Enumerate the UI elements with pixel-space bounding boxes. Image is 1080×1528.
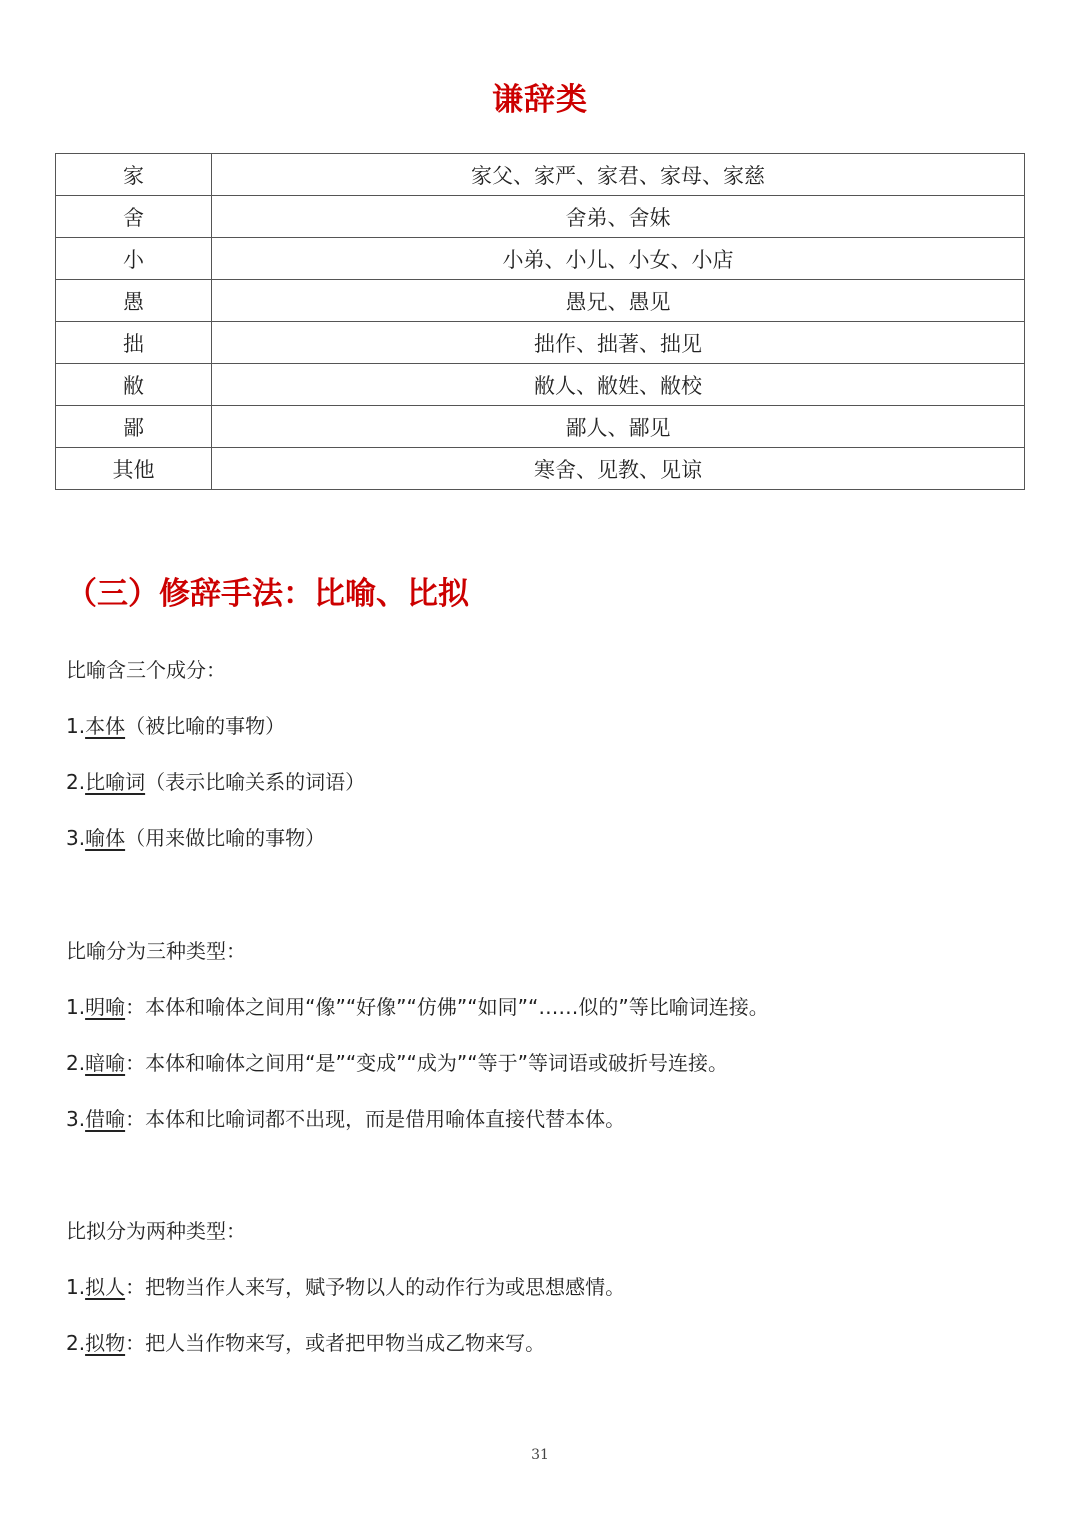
- item-description: ：本体和喻体之间用“是”“变成”“成为”“等于”等词语或破折号连接。: [125, 1051, 728, 1075]
- list-item: [66, 991, 769, 1020]
- metaphor-types-heading: 比喻分为三种类型：: [66, 939, 246, 963]
- table-row: [56, 154, 1025, 196]
- section-title: （三）修辞手法：比喻、比拟: [66, 576, 469, 612]
- item-term: 暗喻: [85, 1051, 126, 1075]
- table-row: [56, 448, 1025, 490]
- list-item: [66, 710, 285, 739]
- item-term: 拟人: [85, 1275, 126, 1299]
- table-words-cell: 愚兄、愚见: [212, 280, 1025, 322]
- table-words-cell: 家父、家严、家君、家母、家慈: [212, 154, 1025, 196]
- list-item: [66, 822, 325, 851]
- table-words-cell: 鄙人、鄙见: [212, 406, 1025, 448]
- metaphor-parts-heading: 比喻含三个成分：: [66, 658, 226, 682]
- item-number: 1.: [66, 995, 86, 1019]
- item-description: ：本体和比喻词都不出现，而是借用喻体直接代替本体。: [125, 1107, 626, 1131]
- list-item: [66, 1327, 545, 1356]
- table-row: [56, 322, 1025, 364]
- analogy-types-heading: 比拟分为两种类型：: [66, 1219, 246, 1243]
- item-description: （用来做比喻的事物）: [125, 826, 326, 850]
- humble-words-table: [55, 153, 1025, 490]
- table-key-cell: 舍: [56, 196, 212, 238]
- item-number: 2.: [66, 1051, 86, 1075]
- item-number: 1.: [66, 1275, 86, 1299]
- item-number: 1.: [66, 714, 86, 738]
- table-key-cell: 敝: [56, 364, 212, 406]
- item-description: （表示比喻关系的词语）: [145, 770, 366, 794]
- list-item: [66, 1047, 728, 1076]
- item-description: ：把人当作物来写，或者把甲物当成乙物来写。: [125, 1331, 546, 1355]
- table-words-cell: 小弟、小儿、小女、小店: [212, 238, 1025, 280]
- table-words-cell: 敝人、敝姓、敝校: [212, 364, 1025, 406]
- table-row: [56, 196, 1025, 238]
- list-item: [66, 1271, 625, 1300]
- table-key-cell: 其他: [56, 448, 212, 490]
- page-number: 31: [531, 1447, 549, 1463]
- item-term: 明喻: [85, 995, 126, 1019]
- table-key-cell: 小: [56, 238, 212, 280]
- table-key-cell: 愚: [56, 280, 212, 322]
- table-key-cell: 家: [56, 154, 212, 196]
- page-title: 谦辞类: [492, 82, 588, 118]
- item-number: 2.: [66, 1331, 86, 1355]
- table-words-cell: 舍弟、舍妹: [212, 196, 1025, 238]
- table-words-cell: 拙作、拙著、拙见: [212, 322, 1025, 364]
- list-item: [66, 766, 365, 795]
- item-term: 借喻: [85, 1107, 126, 1131]
- table-row: [56, 238, 1025, 280]
- item-number: 3.: [66, 1107, 86, 1131]
- table-row: [56, 406, 1025, 448]
- item-term: 喻体: [85, 826, 126, 850]
- table-key-cell: 鄙: [56, 406, 212, 448]
- table-row: [56, 280, 1025, 322]
- item-description: （被比喻的事物）: [125, 714, 286, 738]
- item-term: 本体: [85, 714, 126, 738]
- item-term: 拟物: [85, 1331, 126, 1355]
- list-item: [66, 1103, 625, 1132]
- item-number: 3.: [66, 826, 86, 850]
- item-description: ：把物当作人来写，赋予物以人的动作行为或思想感情。: [125, 1275, 626, 1299]
- table-row: [56, 364, 1025, 406]
- item-number: 2.: [66, 770, 86, 794]
- item-description: ：本体和喻体之间用“像”“好像”“仿佛”“如同”“……似的”等比喻词连接。: [125, 995, 769, 1019]
- table-key-cell: 拙: [56, 322, 212, 364]
- item-term: 比喻词: [85, 770, 146, 794]
- table-words-cell: 寒舍、见教、见谅: [212, 448, 1025, 490]
